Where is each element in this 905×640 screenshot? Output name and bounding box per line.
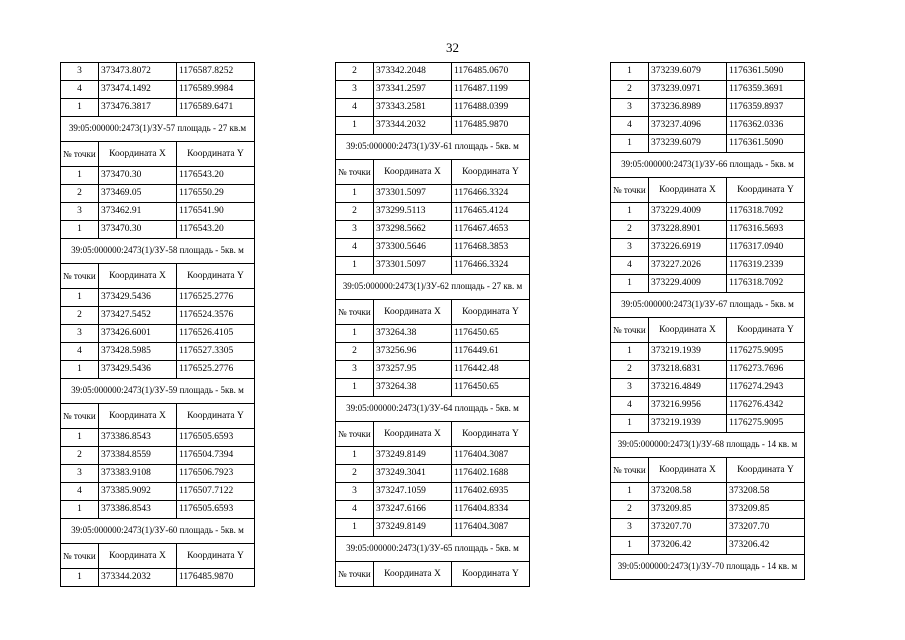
parcel-title-row — [611, 555, 805, 580]
coordinate-y: 1176485.9870 — [177, 569, 255, 587]
coordinate-x-header: Координата X — [99, 544, 177, 569]
coordinate-x-header: Координата X — [374, 562, 452, 587]
point-number: 3 — [61, 325, 99, 343]
coordinate-y-header: Координата Y — [727, 318, 805, 343]
coordinate-x: 373229.4009 — [649, 275, 727, 293]
coordinate-x: 373229.4009 — [649, 203, 727, 221]
coordinate-y: 1176485.9870 — [452, 117, 530, 135]
table-row — [61, 361, 255, 379]
table-header-row — [61, 264, 255, 289]
table-row — [611, 257, 805, 275]
table-row — [336, 185, 530, 203]
coordinate-x: 373256.96 — [374, 343, 452, 361]
coordinate-y: 1176273.7696 — [727, 361, 805, 379]
point-number: 1 — [336, 447, 374, 465]
point-number: 1 — [61, 99, 99, 117]
point-number-header: № точки — [611, 318, 649, 343]
coordinate-x: 373344.2032 — [99, 569, 177, 587]
coordinate-y: 1176361.5090 — [727, 63, 805, 81]
coordinate-x-header: Координата X — [649, 318, 727, 343]
parcel-title: 39:05:000000:2473(1)/ЗУ-70 площадь - 14 кв. м — [611, 555, 805, 580]
coordinate-y: 1176316.5693 — [727, 221, 805, 239]
coordinate-x: 373218.6831 — [649, 361, 727, 379]
coordinate-y: 1176467.4653 — [452, 221, 530, 239]
point-number: 1 — [61, 167, 99, 185]
point-number: 3 — [61, 203, 99, 221]
point-number-header: № точки — [61, 544, 99, 569]
table-row — [336, 63, 530, 81]
point-number: 1 — [61, 569, 99, 587]
table-row — [61, 307, 255, 325]
coordinate-y: 1176505.6593 — [177, 429, 255, 447]
coordinate-x: 373264.38 — [374, 379, 452, 397]
table-row — [611, 221, 805, 239]
coordinate-y: 1176550.29 — [177, 185, 255, 203]
point-number-header: № точки — [336, 562, 374, 587]
coordinate-x: 373206.42 — [649, 537, 727, 555]
table-row — [336, 447, 530, 465]
coordinate-x: 373299.5113 — [374, 203, 452, 221]
table-row — [336, 361, 530, 379]
coordinate-x: 373476.3817 — [99, 99, 177, 117]
point-number: 4 — [61, 81, 99, 99]
coordinate-y: 1176442.48 — [452, 361, 530, 379]
point-number: 1 — [61, 501, 99, 519]
coordinate-y: 1176468.3853 — [452, 239, 530, 257]
coordinate-x: 373236.8989 — [649, 99, 727, 117]
coordinates-column-3 — [610, 62, 805, 580]
page-number: 32 — [446, 40, 459, 55]
table-row — [61, 81, 255, 99]
coordinate-y-header: Координата Y — [452, 160, 530, 185]
parcel-title-row — [61, 379, 255, 404]
coordinate-x-header: Координата X — [374, 160, 452, 185]
table-row — [61, 185, 255, 203]
table-row — [61, 289, 255, 307]
coordinate-x: 373341.2597 — [374, 81, 452, 99]
table-row — [611, 81, 805, 99]
coordinate-y-header: Координата Y — [452, 562, 530, 587]
parcel-title: 39:05:000000:2473(1)/ЗУ-60 площадь - 5кв. м — [61, 519, 255, 544]
point-number: 4 — [336, 239, 374, 257]
coordinate-y: 1176504.7394 — [177, 447, 255, 465]
table-row — [611, 361, 805, 379]
table-row — [61, 221, 255, 239]
coordinate-y: 1176507.7122 — [177, 483, 255, 501]
coordinate-x: 373300.5646 — [374, 239, 452, 257]
point-number: 1 — [611, 203, 649, 221]
point-number-header: № точки — [336, 160, 374, 185]
point-number-header: № точки — [61, 404, 99, 429]
coordinate-x: 373386.8543 — [99, 501, 177, 519]
coordinate-x: 373239.6079 — [649, 63, 727, 81]
parcel-title-row — [611, 293, 805, 318]
table-row — [336, 325, 530, 343]
coordinate-x: 373226.6919 — [649, 239, 727, 257]
coordinate-y: 1176359.8937 — [727, 99, 805, 117]
coordinate-y: 1176318.7092 — [727, 203, 805, 221]
coordinates-table — [60, 62, 255, 587]
point-number: 3 — [611, 239, 649, 257]
point-number: 2 — [61, 447, 99, 465]
point-number: 1 — [336, 185, 374, 203]
point-number: 3 — [61, 63, 99, 81]
table-row — [336, 221, 530, 239]
table-header-row — [336, 562, 530, 587]
point-number: 3 — [611, 99, 649, 117]
table-row — [336, 465, 530, 483]
coordinate-y: 1176450.65 — [452, 325, 530, 343]
point-number: 4 — [611, 257, 649, 275]
point-number: 3 — [61, 465, 99, 483]
coordinate-y: 373208.58 — [727, 483, 805, 501]
coordinate-y: 1176450.65 — [452, 379, 530, 397]
table-row — [611, 135, 805, 153]
point-number: 1 — [611, 63, 649, 81]
table-row — [61, 343, 255, 361]
point-number: 1 — [611, 343, 649, 361]
table-header-row — [336, 160, 530, 185]
coordinate-y: 1176361.5090 — [727, 135, 805, 153]
coordinate-x-header: Координата X — [374, 300, 452, 325]
parcel-title-row — [336, 135, 530, 160]
coordinate-x: 373429.5436 — [99, 361, 177, 379]
point-number: 1 — [336, 257, 374, 275]
point-number: 3 — [611, 519, 649, 537]
coordinate-x: 373385.9092 — [99, 483, 177, 501]
table-row — [611, 99, 805, 117]
parcel-title-row — [611, 433, 805, 458]
coordinate-x: 373249.8149 — [374, 447, 452, 465]
coordinate-x: 373228.8901 — [649, 221, 727, 239]
table-row — [61, 99, 255, 117]
coordinate-x: 373219.1939 — [649, 415, 727, 433]
coordinate-y: 1176587.8252 — [177, 63, 255, 81]
coordinate-y: 1176404.3087 — [452, 519, 530, 537]
table-row — [61, 325, 255, 343]
point-number: 2 — [336, 343, 374, 361]
table-row — [336, 379, 530, 397]
point-number: 3 — [336, 221, 374, 239]
coordinate-x: 373428.5985 — [99, 343, 177, 361]
coordinate-y: 1176275.9095 — [727, 415, 805, 433]
point-number: 3 — [336, 483, 374, 501]
table-header-row — [611, 318, 805, 343]
coordinate-x: 373383.9108 — [99, 465, 177, 483]
coordinate-y: 1176402.6935 — [452, 483, 530, 501]
coordinate-y: 1176319.2339 — [727, 257, 805, 275]
coordinate-y: 1176318.7092 — [727, 275, 805, 293]
table-row — [336, 203, 530, 221]
coordinate-y: 1176275.9095 — [727, 343, 805, 361]
table-row — [336, 99, 530, 117]
coordinate-y: 1176466.3324 — [452, 257, 530, 275]
coordinate-x-header: Координата X — [99, 404, 177, 429]
coordinate-x-header: Координата X — [374, 422, 452, 447]
point-number: 4 — [61, 343, 99, 361]
coordinate-x-header: Координата X — [99, 142, 177, 167]
point-number-header: № точки — [61, 264, 99, 289]
table-row — [61, 63, 255, 81]
coordinate-y: 1176487.1199 — [452, 81, 530, 99]
parcel-title-row — [611, 153, 805, 178]
coordinates-table — [610, 62, 805, 580]
point-number: 1 — [336, 117, 374, 135]
coordinate-y-header: Координата Y — [177, 142, 255, 167]
parcel-title: 39:05:000000:2473(1)/ЗУ-59 площадь - 5кв. м — [61, 379, 255, 404]
coordinate-y-header: Координата Y — [727, 458, 805, 483]
point-number: 2 — [336, 465, 374, 483]
coordinate-y: 1176527.3305 — [177, 343, 255, 361]
coordinate-x: 373342.2048 — [374, 63, 452, 81]
coordinate-y: 1176524.3576 — [177, 307, 255, 325]
coordinate-y: 1176488.0399 — [452, 99, 530, 117]
coordinate-x: 373209.85 — [649, 501, 727, 519]
point-number: 1 — [611, 135, 649, 153]
parcel-title-row — [61, 117, 255, 142]
coordinates-table — [335, 62, 530, 587]
table-row — [611, 239, 805, 257]
parcel-title: 39:05:000000:2473(1)/ЗУ-61 площадь - 5кв. м — [336, 135, 530, 160]
table-row — [611, 483, 805, 501]
table-header-row — [336, 300, 530, 325]
coordinate-y-header: Координата Y — [727, 178, 805, 203]
coordinate-x: 373237.4096 — [649, 117, 727, 135]
coordinate-y: 1176402.1688 — [452, 465, 530, 483]
point-number: 1 — [61, 289, 99, 307]
table-header-row — [611, 178, 805, 203]
table-row — [61, 167, 255, 185]
point-number: 1 — [611, 275, 649, 293]
point-number: 2 — [61, 307, 99, 325]
coordinate-y: 373207.70 — [727, 519, 805, 537]
coordinate-y: 1176543.20 — [177, 221, 255, 239]
parcel-title: 39:05:000000:2473(1)/ЗУ-58 площадь - 5кв. м — [61, 239, 255, 264]
point-number: 1 — [611, 483, 649, 501]
parcel-title: 39:05:000000:2473(1)/ЗУ-68 площадь - 14 кв. м — [611, 433, 805, 458]
table-row — [336, 519, 530, 537]
coordinate-y: 1176404.3087 — [452, 447, 530, 465]
table-row — [611, 519, 805, 537]
coordinates-column-1 — [60, 62, 255, 587]
point-number-header: № точки — [336, 300, 374, 325]
coordinate-y: 1176449.61 — [452, 343, 530, 361]
coordinate-x: 373470.30 — [99, 221, 177, 239]
table-row — [611, 415, 805, 433]
point-number: 1 — [336, 325, 374, 343]
table-row — [611, 379, 805, 397]
coordinate-x: 373344.2032 — [374, 117, 452, 135]
coordinate-y: 1176317.0940 — [727, 239, 805, 257]
table-row — [611, 501, 805, 519]
parcel-title: 39:05:000000:2473(1)/ЗУ-64 площадь - 5кв. м — [336, 397, 530, 422]
table-header-row — [61, 544, 255, 569]
table-row — [336, 81, 530, 99]
point-number: 1 — [61, 429, 99, 447]
coordinate-y: 1176485.0670 — [452, 63, 530, 81]
coordinate-y: 1176543.20 — [177, 167, 255, 185]
coordinate-x: 373469.05 — [99, 185, 177, 203]
parcel-title-row — [336, 397, 530, 422]
parcel-title: 39:05:000000:2473(1)/ЗУ-65 площадь - 5кв. м — [336, 537, 530, 562]
coordinate-y: 1176276.4342 — [727, 397, 805, 415]
point-number: 3 — [611, 379, 649, 397]
table-row — [61, 447, 255, 465]
coordinate-y: 1176589.9984 — [177, 81, 255, 99]
parcel-title: 39:05:000000:2473(1)/ЗУ-67 площадь - 5кв. м — [611, 293, 805, 318]
point-number: 2 — [611, 361, 649, 379]
coordinate-y: 1176465.4124 — [452, 203, 530, 221]
coordinate-y: 1176526.4105 — [177, 325, 255, 343]
coordinate-x: 373473.8072 — [99, 63, 177, 81]
coordinate-x: 373301.5097 — [374, 185, 452, 203]
coordinate-y: 1176466.3324 — [452, 185, 530, 203]
point-number: 1 — [336, 519, 374, 537]
table-row — [336, 483, 530, 501]
coordinate-y: 1176505.6593 — [177, 501, 255, 519]
table-row — [336, 343, 530, 361]
coordinate-y-header: Координата Y — [452, 300, 530, 325]
point-number: 2 — [61, 185, 99, 203]
point-number: 4 — [611, 117, 649, 135]
coordinate-x: 373384.8559 — [99, 447, 177, 465]
point-number-header: № точки — [611, 178, 649, 203]
table-header-row — [61, 404, 255, 429]
point-number: 4 — [336, 99, 374, 117]
parcel-title: 39:05:000000:2473(1)/ЗУ-57 площадь - 27 кв.м — [61, 117, 255, 142]
point-number: 2 — [611, 221, 649, 239]
table-row — [611, 117, 805, 135]
coordinate-x: 373249.8149 — [374, 519, 452, 537]
parcel-title-row — [336, 537, 530, 562]
coordinate-x: 373386.8543 — [99, 429, 177, 447]
coordinate-x: 373298.5662 — [374, 221, 452, 239]
point-number: 1 — [611, 415, 649, 433]
coordinate-y: 1176525.2776 — [177, 289, 255, 307]
table-row — [336, 501, 530, 519]
table-row — [336, 257, 530, 275]
coordinate-y: 1176525.2776 — [177, 361, 255, 379]
parcel-title: 39:05:000000:2473(1)/ЗУ-66 площадь - 5кв. м — [611, 153, 805, 178]
coordinate-x: 373429.5436 — [99, 289, 177, 307]
coordinate-y-header: Координата Y — [177, 544, 255, 569]
coordinate-x-header: Координата X — [649, 458, 727, 483]
coordinate-x: 373426.6001 — [99, 325, 177, 343]
coordinate-x: 373227.2026 — [649, 257, 727, 275]
table-row — [336, 239, 530, 257]
coordinate-x: 373427.5452 — [99, 307, 177, 325]
coordinate-y: 1176589.6471 — [177, 99, 255, 117]
coordinate-x: 373247.1059 — [374, 483, 452, 501]
coordinate-x: 373343.2581 — [374, 99, 452, 117]
coordinate-x: 373207.70 — [649, 519, 727, 537]
point-number: 1 — [611, 537, 649, 555]
coordinate-x: 373462.91 — [99, 203, 177, 221]
table-row — [611, 343, 805, 361]
coordinate-y: 1176506.7923 — [177, 465, 255, 483]
point-number: 2 — [611, 81, 649, 99]
coordinate-x: 373474.1492 — [99, 81, 177, 99]
table-row — [61, 483, 255, 501]
point-number: 1 — [61, 221, 99, 239]
parcel-title-row — [61, 519, 255, 544]
point-number: 4 — [336, 501, 374, 519]
table-row — [611, 275, 805, 293]
coordinate-y-header: Координата Y — [177, 264, 255, 289]
table-header-row — [336, 422, 530, 447]
table-row — [611, 203, 805, 221]
coordinate-x: 373301.5097 — [374, 257, 452, 275]
coordinate-x: 373208.58 — [649, 483, 727, 501]
coordinate-x-header: Координата X — [99, 264, 177, 289]
coordinate-y: 1176274.2943 — [727, 379, 805, 397]
table-row — [61, 501, 255, 519]
table-row — [61, 465, 255, 483]
table-row — [336, 117, 530, 135]
coordinate-x: 373239.6079 — [649, 135, 727, 153]
parcel-title-row — [336, 275, 530, 300]
coordinate-y: 1176404.8334 — [452, 501, 530, 519]
table-row — [61, 569, 255, 587]
point-number: 2 — [611, 501, 649, 519]
table-row — [611, 537, 805, 555]
point-number: 3 — [336, 81, 374, 99]
coordinate-x: 373219.1939 — [649, 343, 727, 361]
point-number: 2 — [336, 63, 374, 81]
point-number: 4 — [611, 397, 649, 415]
point-number-header: № точки — [336, 422, 374, 447]
coordinate-y: 1176541.90 — [177, 203, 255, 221]
parcel-title-row — [61, 239, 255, 264]
point-number: 3 — [336, 361, 374, 379]
table-row — [611, 397, 805, 415]
coordinate-x: 373470.30 — [99, 167, 177, 185]
coordinate-x-header: Координата X — [649, 178, 727, 203]
coordinate-y: 1176359.3691 — [727, 81, 805, 99]
table-row — [61, 203, 255, 221]
point-number-header: № точки — [61, 142, 99, 167]
coordinate-y-header: Координата Y — [177, 404, 255, 429]
table-row — [61, 429, 255, 447]
coordinate-x: 373257.95 — [374, 361, 452, 379]
parcel-title: 39:05:000000:2473(1)/ЗУ-62 площадь - 27 кв. м — [336, 275, 530, 300]
table-row — [611, 63, 805, 81]
coordinate-x: 373216.9956 — [649, 397, 727, 415]
point-number: 2 — [336, 203, 374, 221]
coordinate-y: 373209.85 — [727, 501, 805, 519]
point-number: 4 — [61, 483, 99, 501]
table-header-row — [61, 142, 255, 167]
coordinate-y-header: Координата Y — [452, 422, 530, 447]
coordinate-x: 373249.3041 — [374, 465, 452, 483]
coordinate-y: 373206.42 — [727, 537, 805, 555]
coordinate-x: 373216.4849 — [649, 379, 727, 397]
coordinate-x: 373239.0971 — [649, 81, 727, 99]
coordinates-column-2 — [335, 62, 530, 587]
table-header-row — [611, 458, 805, 483]
point-number: 1 — [61, 361, 99, 379]
point-number: 1 — [336, 379, 374, 397]
coordinate-x: 373264.38 — [374, 325, 452, 343]
coordinate-x: 373247.6166 — [374, 501, 452, 519]
point-number-header: № точки — [611, 458, 649, 483]
coordinate-y: 1176362.0336 — [727, 117, 805, 135]
